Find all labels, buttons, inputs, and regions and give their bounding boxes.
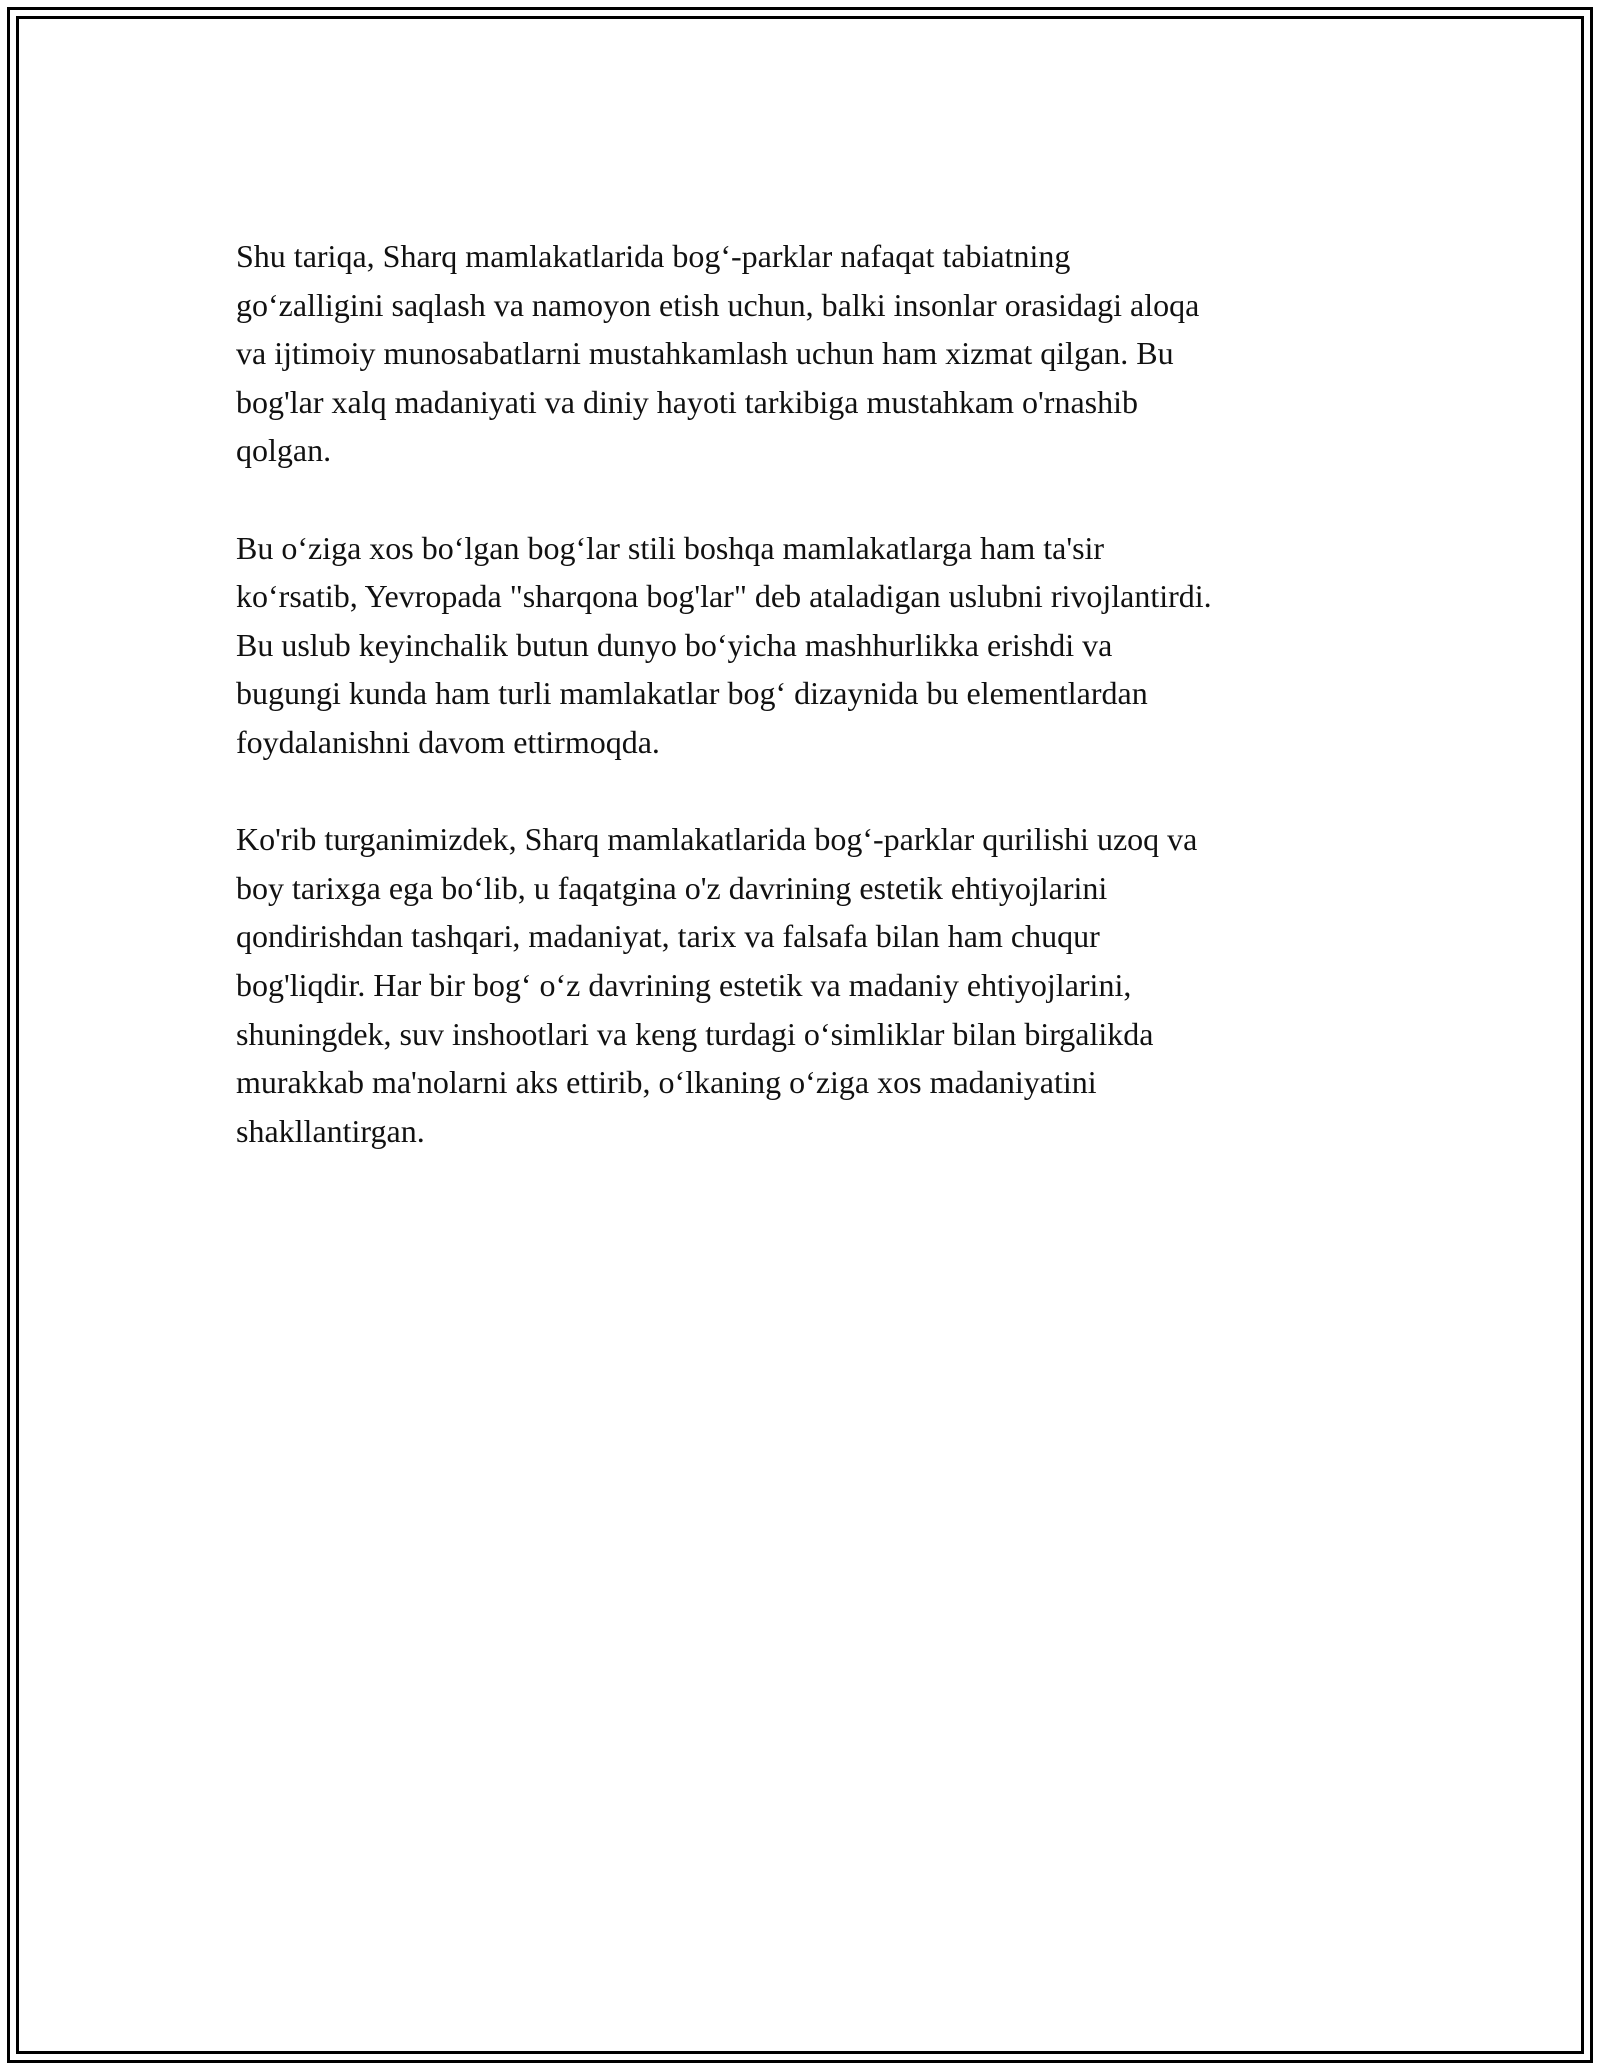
text-line: shakllantirgan. [236, 1112, 425, 1149]
text-line: Bu uslub keyinchalik butun dunyo bo‘yicha mashhurlikka erishdi va [236, 626, 1113, 663]
text-line: qondirishdan tashqari, madaniyat, tarix va falsafa bilan ham chuqur [236, 918, 1100, 955]
paragraph-1 [236, 232, 1376, 475]
text-line: foydalanishni davom ettirmoqda. [236, 723, 660, 760]
text-line: Ko'rib turganimizdek, Sharq mamlakatlarida bog‘-parklar qurilishi uzoq va [236, 821, 1198, 858]
text-line: bog'lar xalq madaniyati va diniy hayoti tarkibiga mustahkam o'rnashib [236, 383, 1138, 420]
text-line: bog'liqdir. Har bir bog‘ o‘z davrining estetik va madaniy ehtiyojlarini, [236, 966, 1132, 1003]
text-line: ko‘rsatib, Yevropada "sharqona bog'lar" deb ataladigan uslubni rivojlantirdi. [236, 578, 1212, 615]
text-line: murakkab ma'nolarni aks ettirib, o‘lkaning o‘ziga xos madaniyatini [236, 1064, 1097, 1101]
text-line: qolgan. [236, 432, 332, 469]
text-line: va ijtimoiy munosabatlarni mustahkamlash uchun ham xizmat qilgan. Bu [236, 335, 1174, 372]
text-line: Shu tariqa, Sharq mamlakatlarida bog‘-parklar nafaqat tabiatning [236, 238, 1071, 274]
paragraph-2 [236, 524, 1376, 767]
paragraph-3 [236, 815, 1376, 1155]
text-line: boy tarixga ega bo‘lib, u faqatgina o'z davrining estetik ehtiyojlarini [236, 869, 1108, 906]
text-line: go‘zalligini saqlash va namoyon etish uchun, balki insonlar orasidagi aloqa [236, 286, 1200, 323]
document-body [236, 232, 1376, 1204]
text-line: shuningdek, suv inshootlari va keng turdagi o‘simliklar bilan birgalikda [236, 1015, 1154, 1052]
text-line: Bu o‘ziga xos bo‘lgan bog‘lar stili boshqa mamlakatlarga ham ta'sir [236, 529, 1105, 566]
text-line: bugungi kunda ham turli mamlakatlar bog‘ dizaynida bu elementlardan [236, 675, 1148, 712]
